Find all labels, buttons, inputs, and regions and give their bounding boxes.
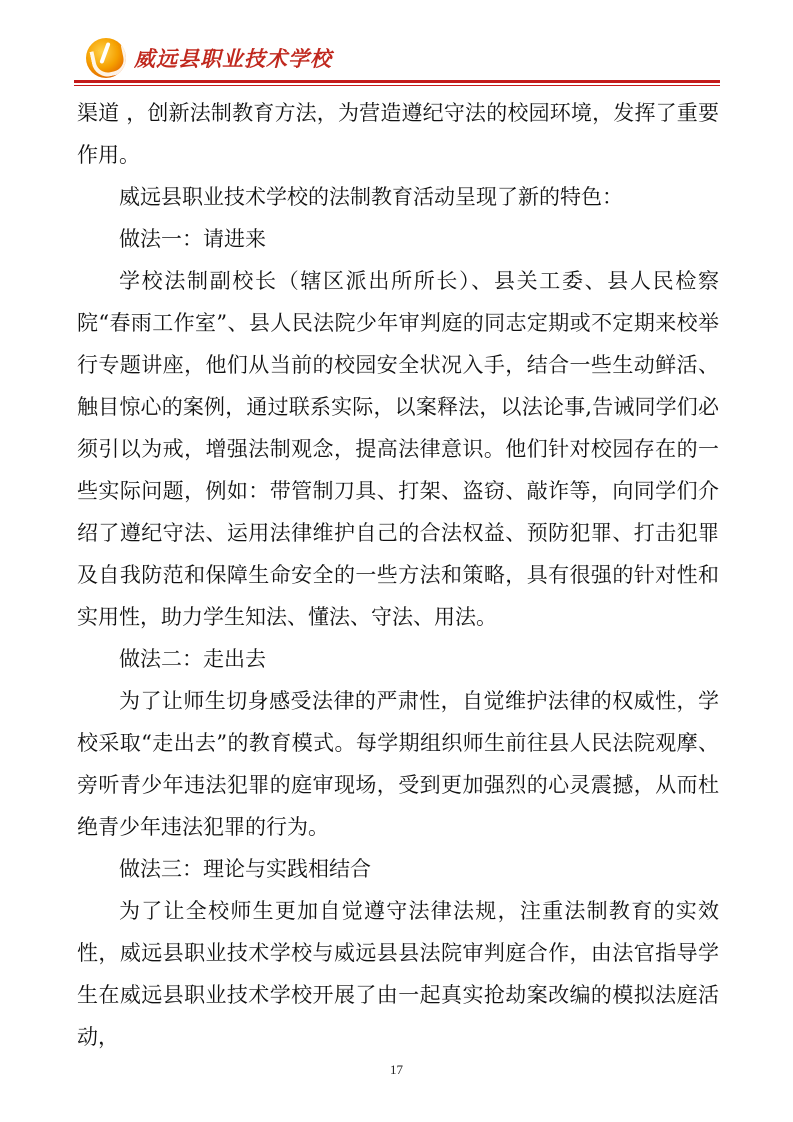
paragraph-intro: 威远县职业技术学校的法制教育活动呈现了新的特色： bbox=[119, 185, 623, 209]
paragraph-continuation: 渠道 ，创新法制教育方法，为营造遵纪守法的校园环境，发挥了重要作用。 bbox=[77, 101, 719, 167]
section-heading-3: 做法三：理论与实践相结合 bbox=[119, 857, 371, 881]
school-logo-icon bbox=[86, 38, 126, 78]
document-body bbox=[77, 92, 719, 1058]
page-header bbox=[86, 36, 332, 80]
section-heading-2: 做法二：走出去 bbox=[119, 647, 266, 671]
header-rule-thin bbox=[74, 85, 720, 86]
paragraph-section-1: 学校法制副校长（辖区派出所所长）、县关工委、县人民检察院“春雨工作室”、县人民法院少年审判庭的同志定期或不定期来校举行专题讲座，他们从当前的校园安全状况入手，结合一些生动鲜活、触目惊心的案例，通过联系实际，以案释法，以法论事,告诫同学们必须引以为戒，增强法制观念，提高法律意识。他们针对校园存在的一些实际问题，例如：带管制刀具、打架、盗窃、敲诈等，向同学们介绍了遵纪守法、运用法律维护自己的合法权益、预防犯罪、打击犯罪及自我防范和保障生命安全的一些方法和策略，具有很强的针对性和实用性，助力学生知法、懂法、守法、用法。 bbox=[77, 269, 719, 629]
header-rule-thick bbox=[74, 80, 720, 83]
section-heading-1: 做法一：请进来 bbox=[119, 227, 266, 251]
page-number: 17 bbox=[390, 1062, 403, 1077]
paragraph-section-2: 为了让师生切身感受法律的严肃性，自觉维护法律的权威性，学校采取“走出去”的教育模式。每学期组织师生前往县人民法院观摩、旁听青少年违法犯罪的庭审现场，受到更加强烈的心灵震撼，从而杜绝青少年违法犯罪的行为。 bbox=[77, 689, 719, 839]
paragraph-section-3: 为了让全校师生更加自觉遵守法律法规，注重法制教育的实效性，威远县职业技术学校与威远县县法院审判庭合作，由法官指导学生在威远县职业技术学校开展了由一起真实抢劫案改编的模拟法庭活动， bbox=[77, 899, 719, 1049]
school-name: 威远县职业技术学校 bbox=[134, 47, 332, 71]
